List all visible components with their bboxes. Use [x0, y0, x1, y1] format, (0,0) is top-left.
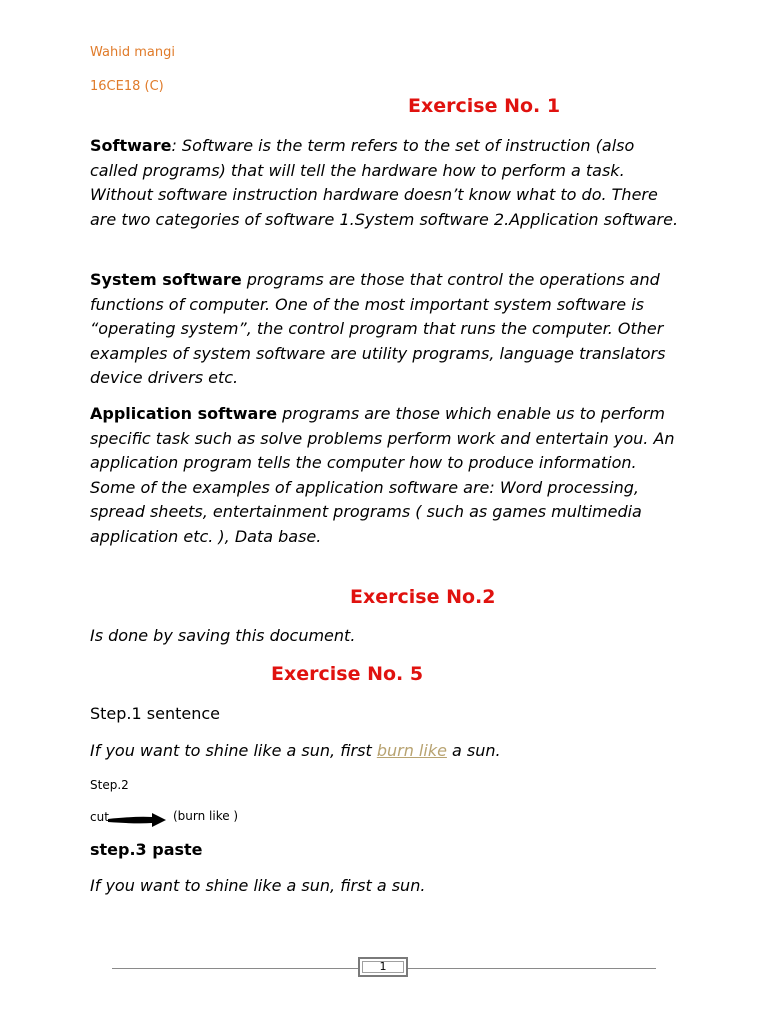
sentence-after: a sun. [446, 741, 501, 760]
exercise5-heading: Exercise No. 5 [271, 663, 424, 685]
step1-label: Step.1 sentence [90, 704, 220, 723]
application-software-term: Application software [90, 404, 278, 423]
page-number: 1 [358, 957, 408, 977]
exercise2-heading: Exercise No.2 [350, 586, 496, 608]
author-name: Wahid mangi [90, 45, 175, 60]
step2-label: Step.2 [90, 778, 129, 792]
cut-value: (burn like ) [173, 809, 239, 823]
highlighted-phrase[interactable]: burn like [376, 741, 447, 760]
software-term: Software [90, 136, 172, 155]
footer-rule-left [112, 968, 358, 969]
result-sentence: If you want to shine like a sun, first a sun. [90, 876, 426, 895]
cut-label: cut [90, 810, 109, 824]
system-software-definition: programs are those that control the operations and functions of computer. One of the most important system software is “operating system”, the control program that runs the computer. Other examples of system software are utility programs, language translators device drivers etc. [90, 270, 666, 387]
system-software-term: System software [90, 270, 242, 289]
exercise1-heading: Exercise No. 1 [408, 95, 561, 117]
step3-label: step.3 paste [90, 840, 203, 859]
footer-rule-right [408, 968, 656, 969]
application-software-paragraph [90, 402, 680, 549]
software-paragraph [90, 134, 680, 232]
software-definition: : Software is the term refers to the set of instruction (also called programs) that will tell the hardware how to perform a task. Without software instruction hardware doesn’t know what to do. There are two categories of software 1.System software 2.Application software. [90, 136, 679, 229]
system-software-paragraph [90, 268, 680, 391]
roll-number: 16CE18 (C) [90, 79, 164, 94]
step1-sentence [90, 741, 501, 760]
application-software-definition: programs are those which enable us to perform specific task such as solve problems perform work and entertain you. An application program tells the computer how to produce information. Some of the examples of application software are: Word processing, spread sheets, entertainment programs ( such as games multimedia application etc. ), Data base. [90, 404, 675, 546]
sentence-before: If you want to shine like a sun, first [90, 741, 377, 760]
exercise2-text: Is done by saving this document. [90, 626, 356, 645]
right-arrow-icon [108, 813, 166, 827]
